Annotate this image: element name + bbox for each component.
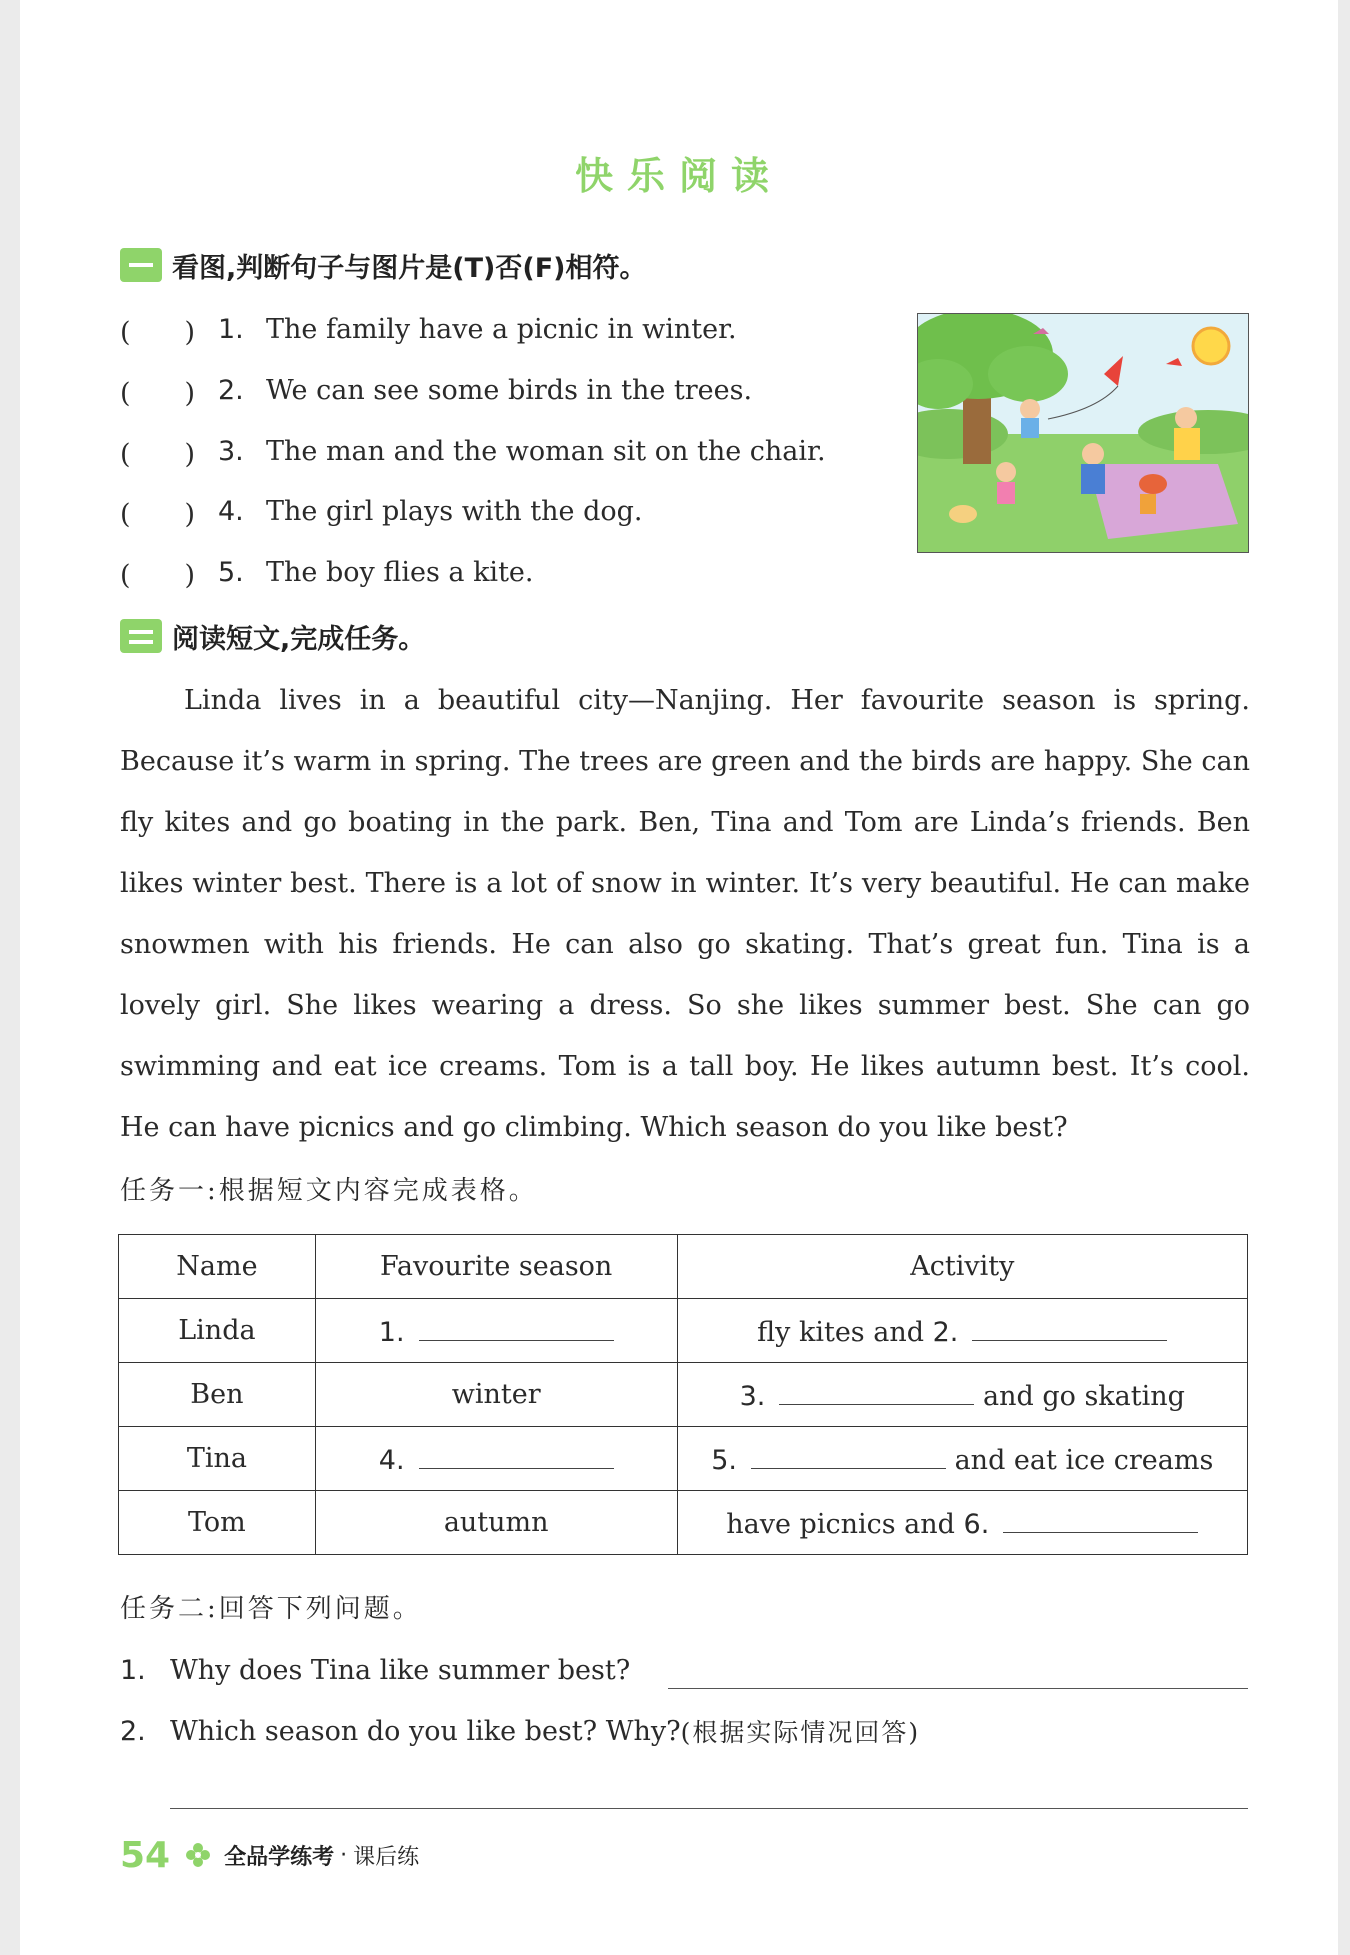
cell-activity — [677, 1299, 1247, 1363]
cell-name: Tom — [119, 1491, 316, 1555]
cell-season — [315, 1299, 677, 1363]
answer-blank[interactable]: ( ) — [120, 498, 196, 530]
answer-blank[interactable]: ( ) — [120, 559, 196, 591]
footer-subtitle: 课后练 — [353, 1844, 420, 1870]
tf-item — [120, 431, 826, 471]
header-name: Name — [119, 1235, 316, 1299]
item-number: 4. — [218, 495, 244, 527]
task-2-label: 任务二:回答下列问题。 — [120, 1594, 422, 1624]
cell-activity — [677, 1363, 1247, 1427]
table-row — [119, 1363, 1248, 1427]
cell-name: Ben — [119, 1363, 316, 1427]
page-title: 快乐阅读 — [574, 154, 783, 198]
question-text: Which season do you like best? Why? — [170, 1715, 681, 1747]
item-text: We can see some birds in the trees. — [266, 374, 753, 406]
header-activity: Activity — [677, 1235, 1247, 1299]
question-number: 2. — [120, 1715, 146, 1747]
item-text: The boy flies a kite. — [266, 556, 534, 588]
question-1 — [120, 1648, 630, 1692]
question-2 — [120, 1709, 920, 1753]
picnic-scene-svg — [918, 314, 1248, 552]
tf-item — [120, 552, 533, 592]
brand-name: 全品学练考 — [224, 1844, 335, 1870]
tf-item — [120, 309, 737, 349]
blank-number: 4. — [378, 1444, 405, 1476]
cell-activity — [677, 1491, 1247, 1555]
fill-blank[interactable] — [1003, 1506, 1198, 1533]
page-number: 54 — [120, 1834, 171, 1876]
question-note: (根据实际情况回答) — [680, 1718, 921, 1747]
reading-passage — [120, 670, 1250, 1158]
blank-number: 1. — [378, 1316, 405, 1348]
passage-text: Linda lives in a beautiful city—Nanjing. Her favourite season is spring. Because it’s warm in spring. The trees are green and the birds are happy. She can fly kites and go boating in the park. Ben, Tina and Tom are Linda’s friends. Ben likes winter best. There is a lot of snow in winter. It’s very beautiful. He can make snowmen with his friends. He can also go skating. That’s great fun. Tina is a lovely girl. She likes wearing a dress. So she likes summer best. She can go swimming and eat ice creams. Tom is a tall boy. He likes autumn best. It’s cool. He can have picnics and go climbing. Which season do you like best? — [120, 685, 1250, 1143]
cell-name: Linda — [119, 1299, 316, 1363]
question-text: Why does Tina like summer best? — [170, 1654, 631, 1686]
question-number: 1. — [120, 1654, 146, 1686]
activity-text: fly kites and — [757, 1316, 925, 1348]
answer-blank[interactable]: ( ) — [120, 316, 196, 348]
worksheet-page — [20, 0, 1338, 1955]
table-header-row — [119, 1235, 1248, 1299]
section-2-instruction: 阅读短文,完成任务。 — [172, 623, 426, 655]
answer-line-2[interactable] — [170, 1808, 1248, 1809]
cell-name: Tina — [119, 1427, 316, 1491]
section-2-heading — [120, 616, 425, 656]
picnic-illustration — [917, 313, 1249, 553]
table-row — [119, 1491, 1248, 1555]
season-table — [118, 1234, 1248, 1555]
tf-item — [120, 370, 752, 410]
item-number: 5. — [218, 556, 244, 588]
item-number: 2. — [218, 374, 244, 406]
fill-blank[interactable] — [751, 1442, 946, 1469]
section-1-instruction: 看图,判断句子与图片是(T)否(F)相符。 — [172, 252, 647, 284]
item-text: The family have a picnic in winter. — [266, 313, 737, 345]
blank-number: 5. — [711, 1444, 737, 1476]
fill-blank[interactable] — [779, 1378, 974, 1405]
activity-text: have picnics and — [726, 1508, 955, 1540]
blank-number: 3. — [739, 1380, 766, 1412]
item-number: 3. — [218, 435, 244, 467]
table-row — [119, 1299, 1248, 1363]
section-1-heading — [120, 245, 646, 285]
cell-season — [315, 1427, 677, 1491]
footer-dot: · — [340, 1842, 348, 1868]
cell-activity — [677, 1427, 1247, 1491]
item-text: The man and the woman sit on the chair. — [266, 435, 826, 467]
blank-number: 2. — [932, 1316, 959, 1348]
clover-icon — [184, 1841, 212, 1869]
answer-blank[interactable]: ( ) — [120, 438, 196, 470]
activity-text: and eat ice creams — [954, 1444, 1214, 1476]
table-row — [119, 1427, 1248, 1491]
answer-line-1[interactable] — [668, 1688, 1248, 1689]
page-footer — [120, 1830, 419, 1880]
task-1-label: 任务一:根据短文内容完成表格。 — [120, 1176, 538, 1206]
item-number: 1. — [218, 313, 244, 345]
cell-season: winter — [315, 1363, 677, 1427]
fill-blank[interactable] — [419, 1442, 614, 1469]
section-1-badge — [120, 248, 162, 282]
answer-blank[interactable]: ( ) — [120, 377, 196, 409]
item-text: The girl plays with the dog. — [266, 495, 643, 527]
tf-item — [120, 491, 642, 531]
fill-blank[interactable] — [972, 1314, 1167, 1341]
blank-number: 6. — [963, 1508, 990, 1540]
section-2-badge — [120, 619, 162, 653]
fill-blank[interactable] — [419, 1314, 614, 1341]
cell-season: autumn — [315, 1491, 677, 1555]
header-season: Favourite season — [315, 1235, 677, 1299]
activity-text: and go skating — [982, 1380, 1185, 1412]
